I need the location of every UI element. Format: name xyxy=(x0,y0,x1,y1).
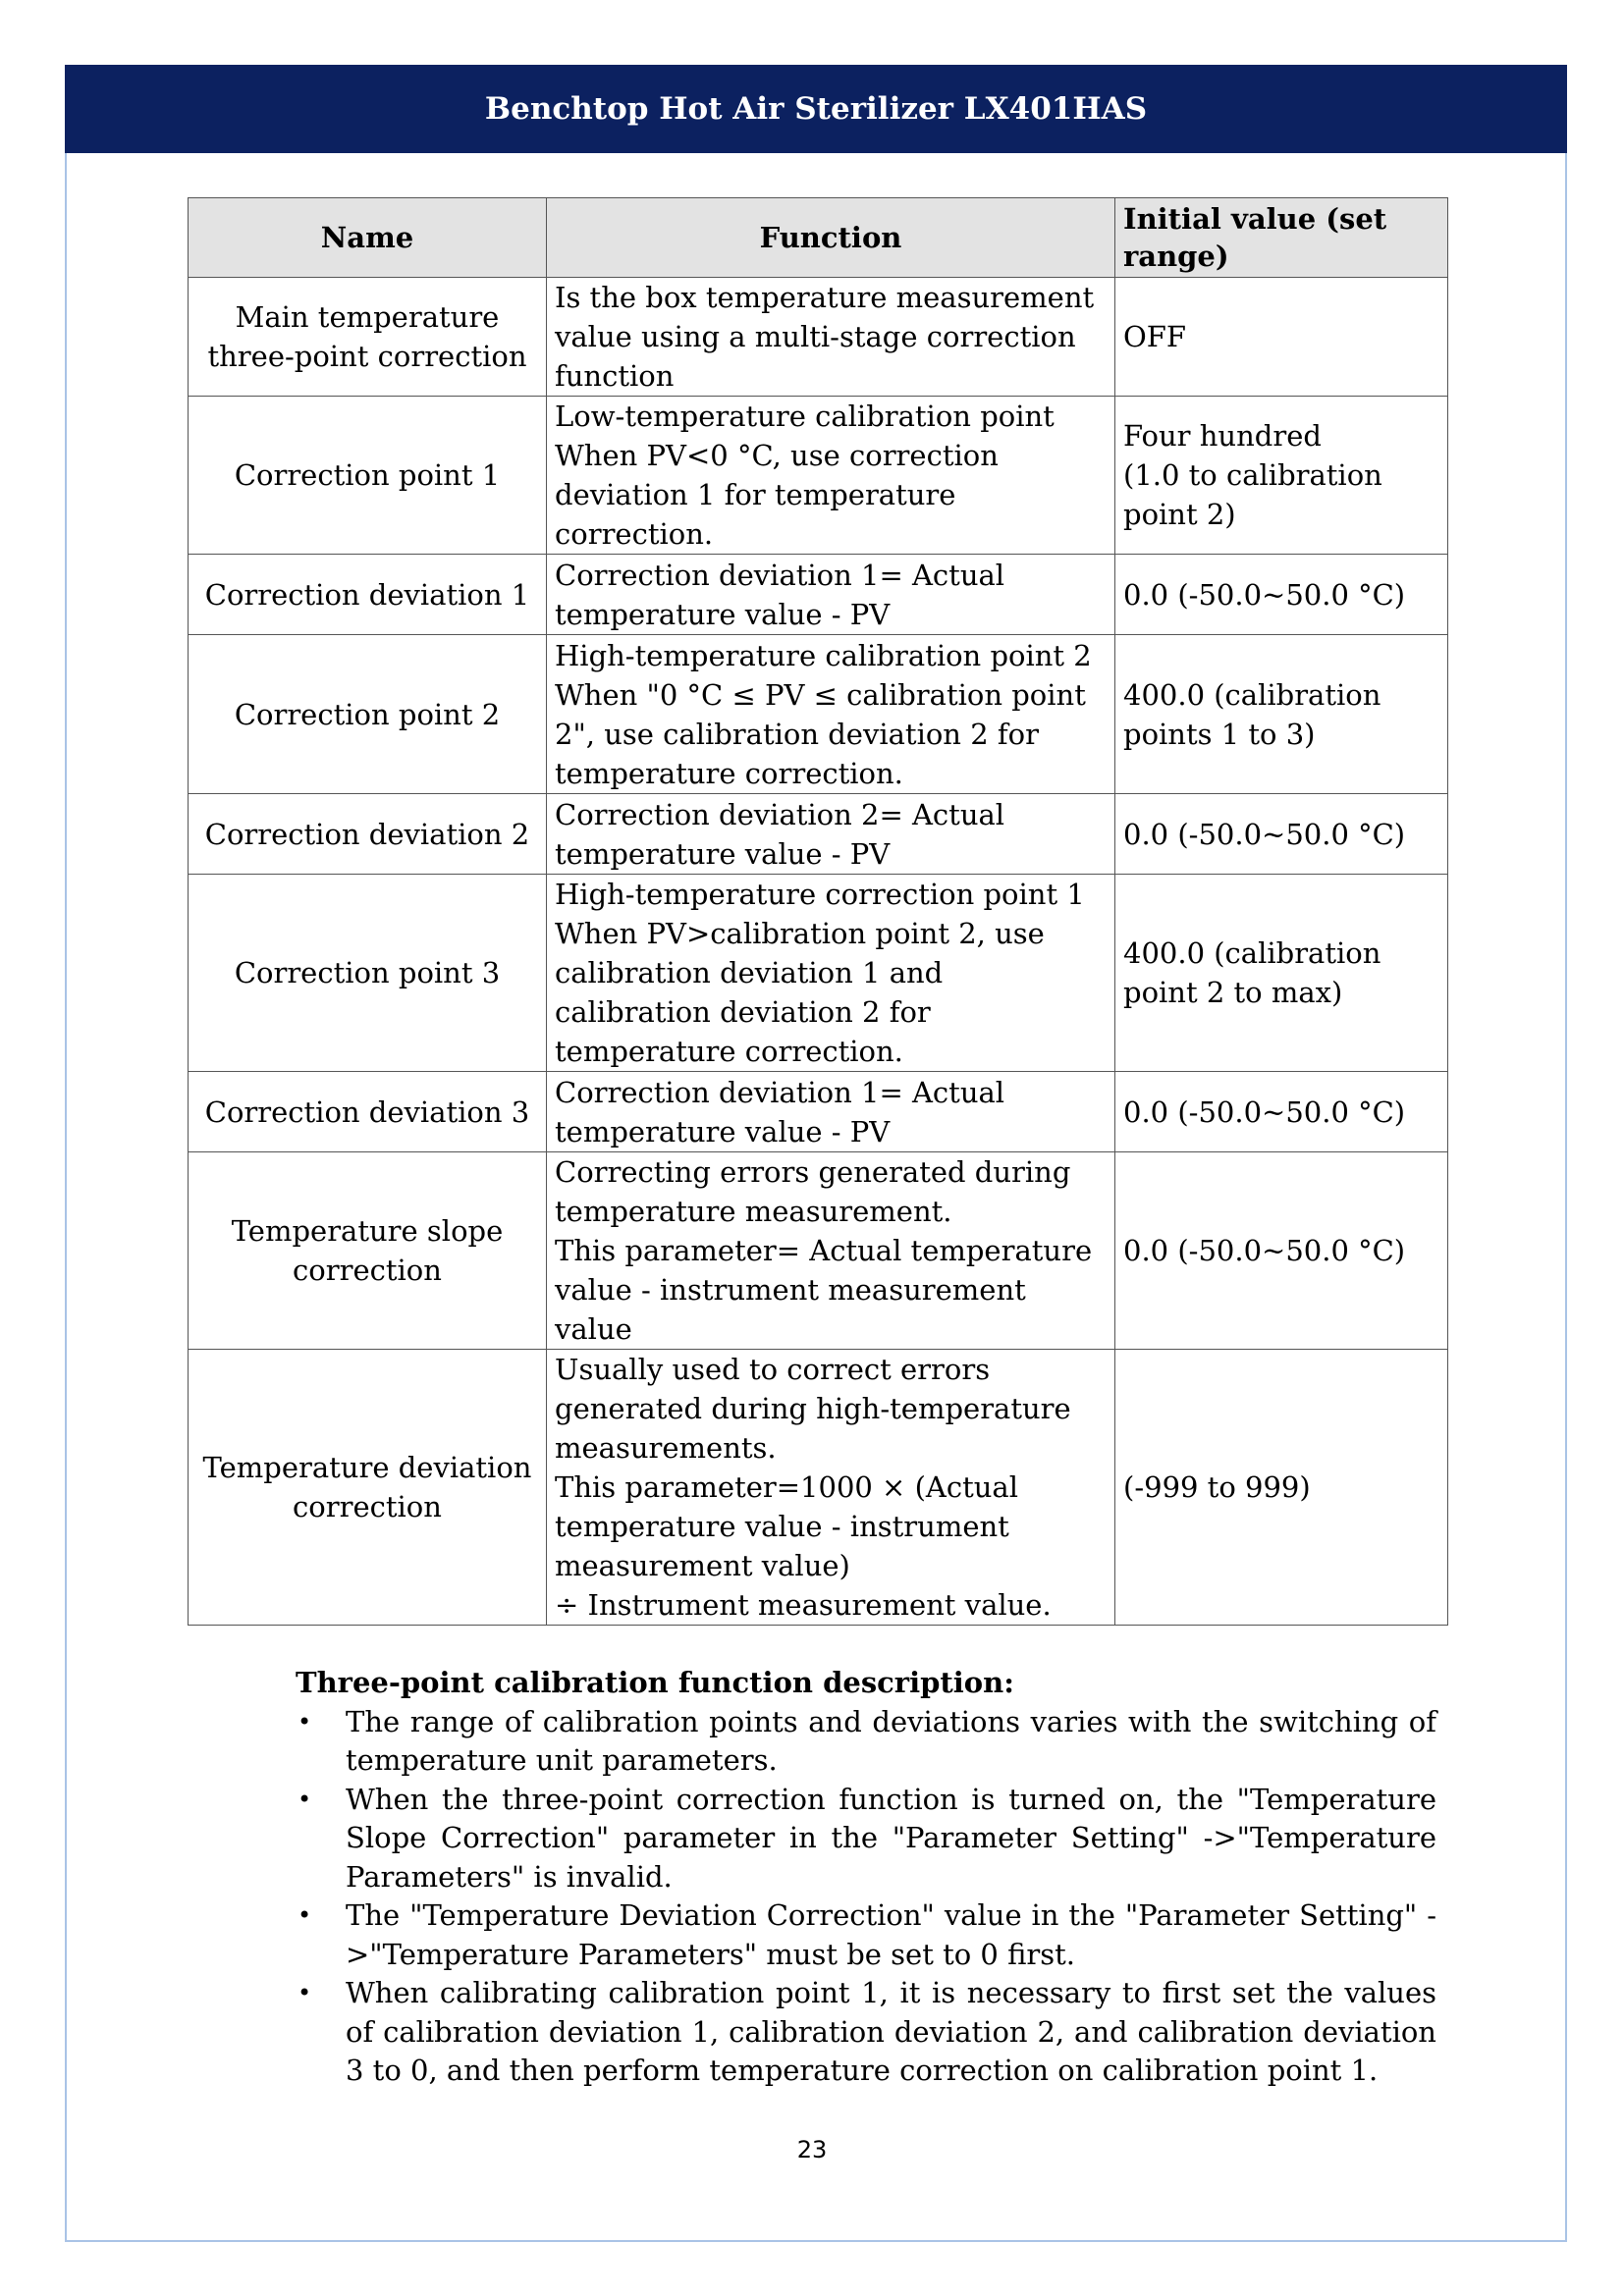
cell-name: Correction point 2 xyxy=(189,635,547,794)
cell-name: Correction point 1 xyxy=(189,397,547,555)
table-row xyxy=(189,1072,1448,1152)
cell-name: Correction point 3 xyxy=(189,875,547,1072)
cell-initial-line: 0.0 (-50.0~50.0 °C) xyxy=(1123,1095,1406,1129)
cell-function xyxy=(547,1072,1115,1152)
list-item-text: The range of calibration points and deviations varies with the switching of temperature unit parameters. xyxy=(346,1704,1436,1777)
cell-name: Correction deviation 1 xyxy=(189,555,547,635)
bullet-icon: • xyxy=(298,1707,312,1735)
cell-function-line: When PV<0 °C, use correction deviation 1 for temperature correction. xyxy=(555,439,999,551)
cell-function-line: Correction deviation 2= Actual temperature value - PV xyxy=(555,797,1005,871)
cell-initial-value xyxy=(1115,1072,1448,1152)
bullet-icon: • xyxy=(298,1901,312,1929)
cell-initial-line: 400.0 (calibration points 1 to 3) xyxy=(1123,677,1381,751)
cell-initial-value xyxy=(1115,278,1448,397)
cell-initial-value xyxy=(1115,1152,1448,1350)
column-header-name: Name xyxy=(189,198,547,278)
list-item xyxy=(296,1896,1436,1974)
cell-function-line: Correcting errors generated during temperature measurement. xyxy=(555,1155,1071,1228)
cell-initial-value xyxy=(1115,397,1448,555)
table-row xyxy=(189,794,1448,875)
list-item xyxy=(296,1781,1436,1897)
cell-function-line: High-temperature correction point 1 xyxy=(555,878,1085,911)
table-row xyxy=(189,875,1448,1072)
cell-function xyxy=(547,635,1115,794)
table-row xyxy=(189,397,1448,555)
cell-function-line: Is the box temperature measurement value using a multi-stage correction function xyxy=(555,281,1095,393)
cell-initial-value xyxy=(1115,1350,1448,1626)
cell-function-line: Low-temperature calibration point xyxy=(555,400,1055,433)
cell-initial-line: (-999 to 999) xyxy=(1123,1470,1311,1504)
cell-function-line: Correction deviation 1= Actual temperature value - PV xyxy=(555,558,1005,631)
column-header-function: Function xyxy=(547,198,1115,278)
cell-initial-line: Four hundred xyxy=(1123,419,1322,453)
table-row xyxy=(189,635,1448,794)
cell-initial-line: 400.0 (calibration point 2 to max) xyxy=(1123,936,1381,1009)
cell-function-line: This parameter= Actual temperature value - instrument measurement value xyxy=(555,1234,1093,1346)
description-title: Three-point calibration function description: xyxy=(296,1666,1014,1699)
cell-function xyxy=(547,1152,1115,1350)
cell-name: Temperature slope correction xyxy=(189,1152,547,1350)
cell-function-line: This parameter=1000 × (Actual temperature value - instrument measurement value) xyxy=(555,1470,1018,1582)
table-header-row xyxy=(189,198,1448,278)
cell-initial-value xyxy=(1115,635,1448,794)
column-header-initial-value: Initial value (set range) xyxy=(1115,198,1448,278)
cell-initial-value xyxy=(1115,794,1448,875)
cell-function xyxy=(547,794,1115,875)
document-title: Benchtop Hot Air Sterilizer LX401HAS xyxy=(484,91,1148,127)
cell-initial-line: OFF xyxy=(1123,320,1187,353)
cell-name: Correction deviation 2 xyxy=(189,794,547,875)
cell-function xyxy=(547,1350,1115,1626)
calibration-description xyxy=(296,1664,1436,2091)
cell-initial-value xyxy=(1115,555,1448,635)
cell-function-line: Usually used to correct errors generated during high-temperature measurements. xyxy=(555,1353,1071,1465)
cell-initial-value xyxy=(1115,875,1448,1072)
cell-function-line: When PV>calibration point 2, use calibration deviation 1 and calibration deviation 2 for temperature correction. xyxy=(555,917,1045,1068)
cell-function-line: High-temperature calibration point 2 xyxy=(555,638,1092,672)
list-item-text: The "Temperature Deviation Correction" value in the "Parameter Setting" ->"Temperature Parameters" must be set to 0 first. xyxy=(346,1898,1436,1971)
page-number: 23 xyxy=(796,2136,828,2163)
description-list xyxy=(296,1703,1436,2091)
cell-function xyxy=(547,397,1115,555)
cell-initial-line: 0.0 (-50.0~50.0 °C) xyxy=(1123,817,1406,851)
document-header xyxy=(65,65,1567,153)
bullet-icon: • xyxy=(298,1785,312,1813)
cell-name: Main temperature three-point correction xyxy=(189,278,547,397)
parameter-table xyxy=(188,197,1448,1626)
table-row xyxy=(189,278,1448,397)
cell-name: Temperature deviation correction xyxy=(189,1350,547,1626)
cell-function-line: When "0 °C ≤ PV ≤ calibration point 2", use calibration deviation 2 for temperature correction. xyxy=(555,677,1086,790)
list-item xyxy=(296,1703,1436,1781)
table-row xyxy=(189,1152,1448,1350)
table-row xyxy=(189,1350,1448,1626)
cell-function-line: Correction deviation 1= Actual temperature value - PV xyxy=(555,1075,1005,1148)
table-row xyxy=(189,555,1448,635)
cell-initial-line: (1.0 to calibration point 2) xyxy=(1123,458,1382,531)
cell-function xyxy=(547,555,1115,635)
cell-name: Correction deviation 3 xyxy=(189,1072,547,1152)
list-item-text: When the three-point correction function is turned on, the "Temperature Slope Correction" parameter in the "Parameter Setting" ->"Temperature Parameters" is invalid. xyxy=(346,1782,1436,1894)
bullet-icon: • xyxy=(298,1979,312,2006)
cell-function xyxy=(547,278,1115,397)
list-item-text: When calibrating calibration point 1, it is necessary to first set the values of calibration deviation 1, calibration deviation 2, and calibration deviation 3 to 0, and then perform temperature correction on calibration point 1. xyxy=(346,1976,1436,2087)
cell-initial-line: 0.0 (-50.0~50.0 °C) xyxy=(1123,577,1406,612)
cell-initial-line: 0.0 (-50.0~50.0 °C) xyxy=(1123,1234,1406,1267)
cell-function-line: ÷ Instrument measurement value. xyxy=(555,1588,1052,1622)
list-item xyxy=(296,1974,1436,2091)
cell-function xyxy=(547,875,1115,1072)
